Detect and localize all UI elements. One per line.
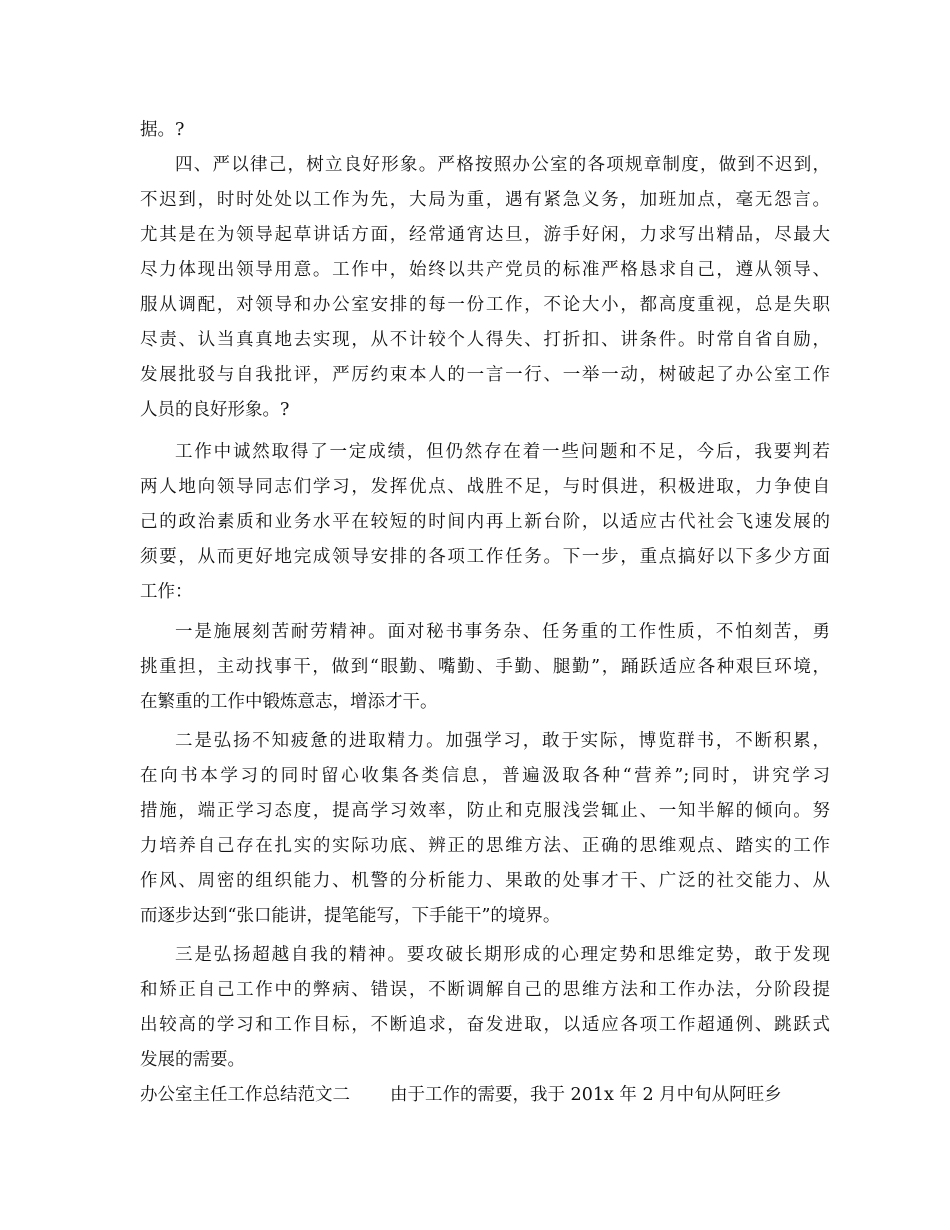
text-line: 须要，从而更好地完成领导安排的各项工作任务。下一步，重点搞好以下多少方面	[140, 547, 830, 567]
text-line: 尽责、认当真真地去实现，从不计较个人得失、打折扣、讲条件。时常自省自励，	[140, 330, 830, 350]
text-line: 出较高的学习和工作目标，不断追求，奋发进取，以适应各项工作超通例、跳跃式	[140, 1015, 830, 1035]
paragraph-start: 四、严以律己，树立良好形象。严格按照办公室的各项规章制度，做到不迟到，	[175, 155, 830, 175]
last-line	[140, 1080, 830, 1110]
paragraph-start: 工作中诚然取得了一定成绩，但仍然存在着一些问题和不足，今后，我要判若	[175, 442, 830, 462]
text-line: 和矫正自己工作中的弊病、错误，不断调解自己的思维方法和工作办法，分阶段提	[140, 980, 830, 1000]
text-line: 不迟到，时时处处以工作为先，大局为重，遇有紧急义务，加班加点，毫无怨言。	[140, 190, 830, 210]
text-line: 尤其是在为领导起草讲话方面，经常通宵达旦，游手好闲，力求写出精品，尽最大	[140, 225, 830, 245]
text-line: 挑重担，主动找事干，做到“眼勤、嘴勤、手勤、腿勤”，踊跃适应各种艰巨环境，	[140, 657, 830, 677]
text-line: 作风、周密的组织能力、机警的分析能力、果敢的处事才干、广泛的社交能力、从	[140, 871, 830, 891]
text-line: 力培养自己存在扎实的实际功底、辨正的思维方法、正确的思维观点、踏实的工作	[140, 836, 830, 856]
section-heading: 办公室主任工作总结范文二	[140, 1085, 350, 1105]
text-line: 工作：	[140, 582, 193, 602]
paragraph-start: 二是弘扬不知疲惫的进取精力。加强学习，敢于实际，博览群书，不断积累，	[175, 731, 830, 751]
section-text: 由于工作的需要，我于 201x 年 2 月中旬从阿旺乡	[390, 1085, 782, 1105]
text-line: 在繁重的工作中锻炼意志，增添才干。	[140, 692, 438, 712]
text-line: 己的政治素质和业务水平在较短的时间内再上新台阶，以适应古代社会飞速发展的	[140, 512, 830, 532]
text-line: 发展批驳与自我批评，严厉约束本人的一言一行、一举一动，树破起了办公室工作	[140, 365, 830, 385]
text-line: 人员的良好形象。?	[140, 400, 290, 420]
text-line: 两人地向领导同志们学习，发挥优点、战胜不足，与时俱进，积极进取，力争使自	[140, 477, 830, 497]
text-line: 尽力体现出领导用意。工作中，始终以共产党员的标准严格恳求自己，遵从领导、	[140, 260, 830, 280]
paragraph-start: 一是施展刻苦耐劳精神。面对秘书事务杂、任务重的工作性质，不怕刻苦，勇	[175, 622, 830, 642]
text-line: 服从调配，对领导和办公室安排的每一份工作，不论大小，都高度重视，总是失职	[140, 295, 830, 315]
paragraph-start: 三是弘扬超越自我的精神。要攻破长期形成的心理定势和思维定势，敢于发现	[175, 945, 830, 965]
text-line: 发展的需要。	[140, 1050, 245, 1070]
text-line: 在向书本学习的同时留心收集各类信息，普遍汲取各种“营养”;同时，讲究学习	[140, 766, 830, 786]
text-line: 而逐步达到“张口能讲，提笔能写，下手能干”的境界。	[140, 906, 561, 926]
text-line: 措施，端正学习态度，提高学习效率，防止和克服浅尝辄止、一知半解的倾向。努	[140, 801, 830, 821]
text-line: 据。?	[140, 120, 185, 140]
